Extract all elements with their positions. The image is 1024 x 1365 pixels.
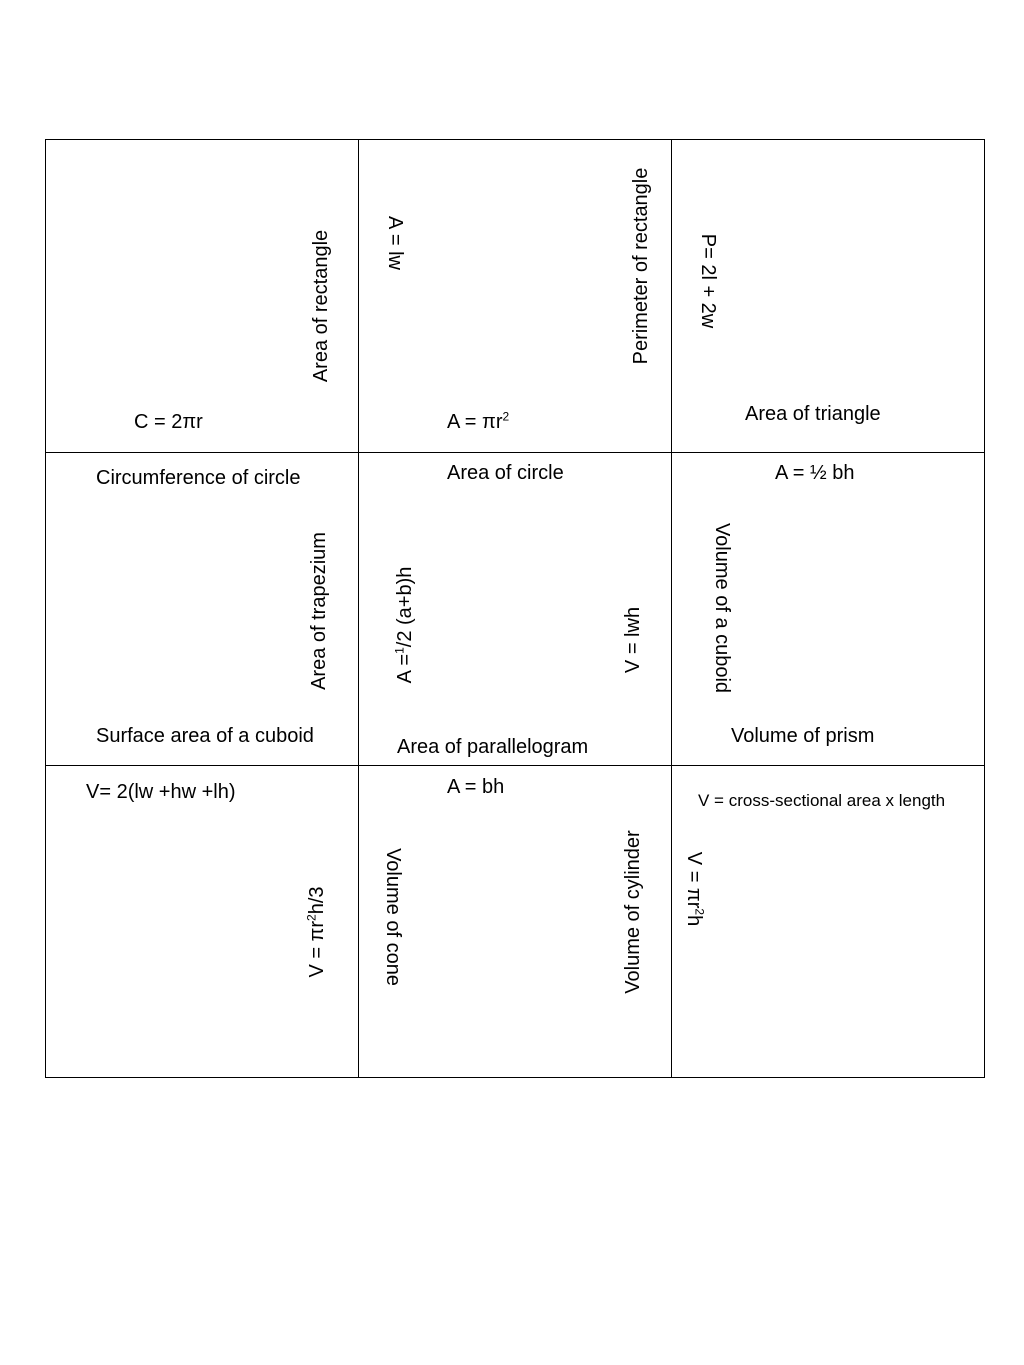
formula-perimeter-of-rectangle: P= 2l + 2w [697, 233, 719, 329]
formula-volume-of-prism: V = cross-sectional area x length [698, 791, 946, 810]
label-area-of-circle: Area of circle [447, 462, 564, 484]
grid-divider-horizontal-2 [46, 765, 984, 766]
formula-volume-of-cone: $V = \pi r^2h/3$ [304, 886, 328, 978]
label-volume-of-a-cuboid: Volume of a cuboid [711, 522, 733, 694]
formula-surface-area-of-cuboid: V= 2(lw +hw +lh) [86, 781, 236, 803]
formula-area-of-parallelogram: A = bh [447, 776, 505, 798]
label-area-of-triangle: Area of triangle [745, 403, 881, 425]
grid-divider-vertical-1 [358, 140, 359, 1077]
label-volume-of-cone: Volume of cone [382, 848, 404, 986]
formula-area-of-trapezium: A =$^1$/2 (a+b)h [392, 566, 416, 684]
label-volume-of-cylinder: Volume of cylinder [622, 830, 644, 994]
label-surface-area-of-a-cuboid: Surface area of a cuboid [96, 725, 314, 747]
formula-area-of-circle: $A = \pi r^2$ [447, 409, 510, 433]
grid-divider-horizontal-1 [46, 452, 984, 453]
label-area-of-parallelogram: Area of parallelogram [397, 736, 589, 758]
formula-circumference: C = 2πr [134, 411, 203, 433]
formula-area-of-triangle: A = ½ bh [775, 462, 855, 484]
label-area-of-rectangle: Area of rectangle [310, 229, 332, 383]
formula-card-grid [45, 139, 985, 1078]
label-area-of-trapezium: Area of trapezium [308, 532, 330, 690]
label-perimeter-of-rectangle: Perimeter of rectangle [630, 167, 652, 365]
formula-volume-of-cylinder: $V = \pi r^2h$ [683, 851, 707, 927]
label-volume-of-prism: Volume of prism [731, 725, 875, 747]
formula-area-of-rectangle: A = lw [384, 216, 406, 270]
formula-volume-of-cuboid: V = lwh [622, 606, 644, 674]
grid-divider-vertical-2 [671, 140, 672, 1077]
label-circumference-of-circle: Circumference of circle [96, 467, 301, 489]
